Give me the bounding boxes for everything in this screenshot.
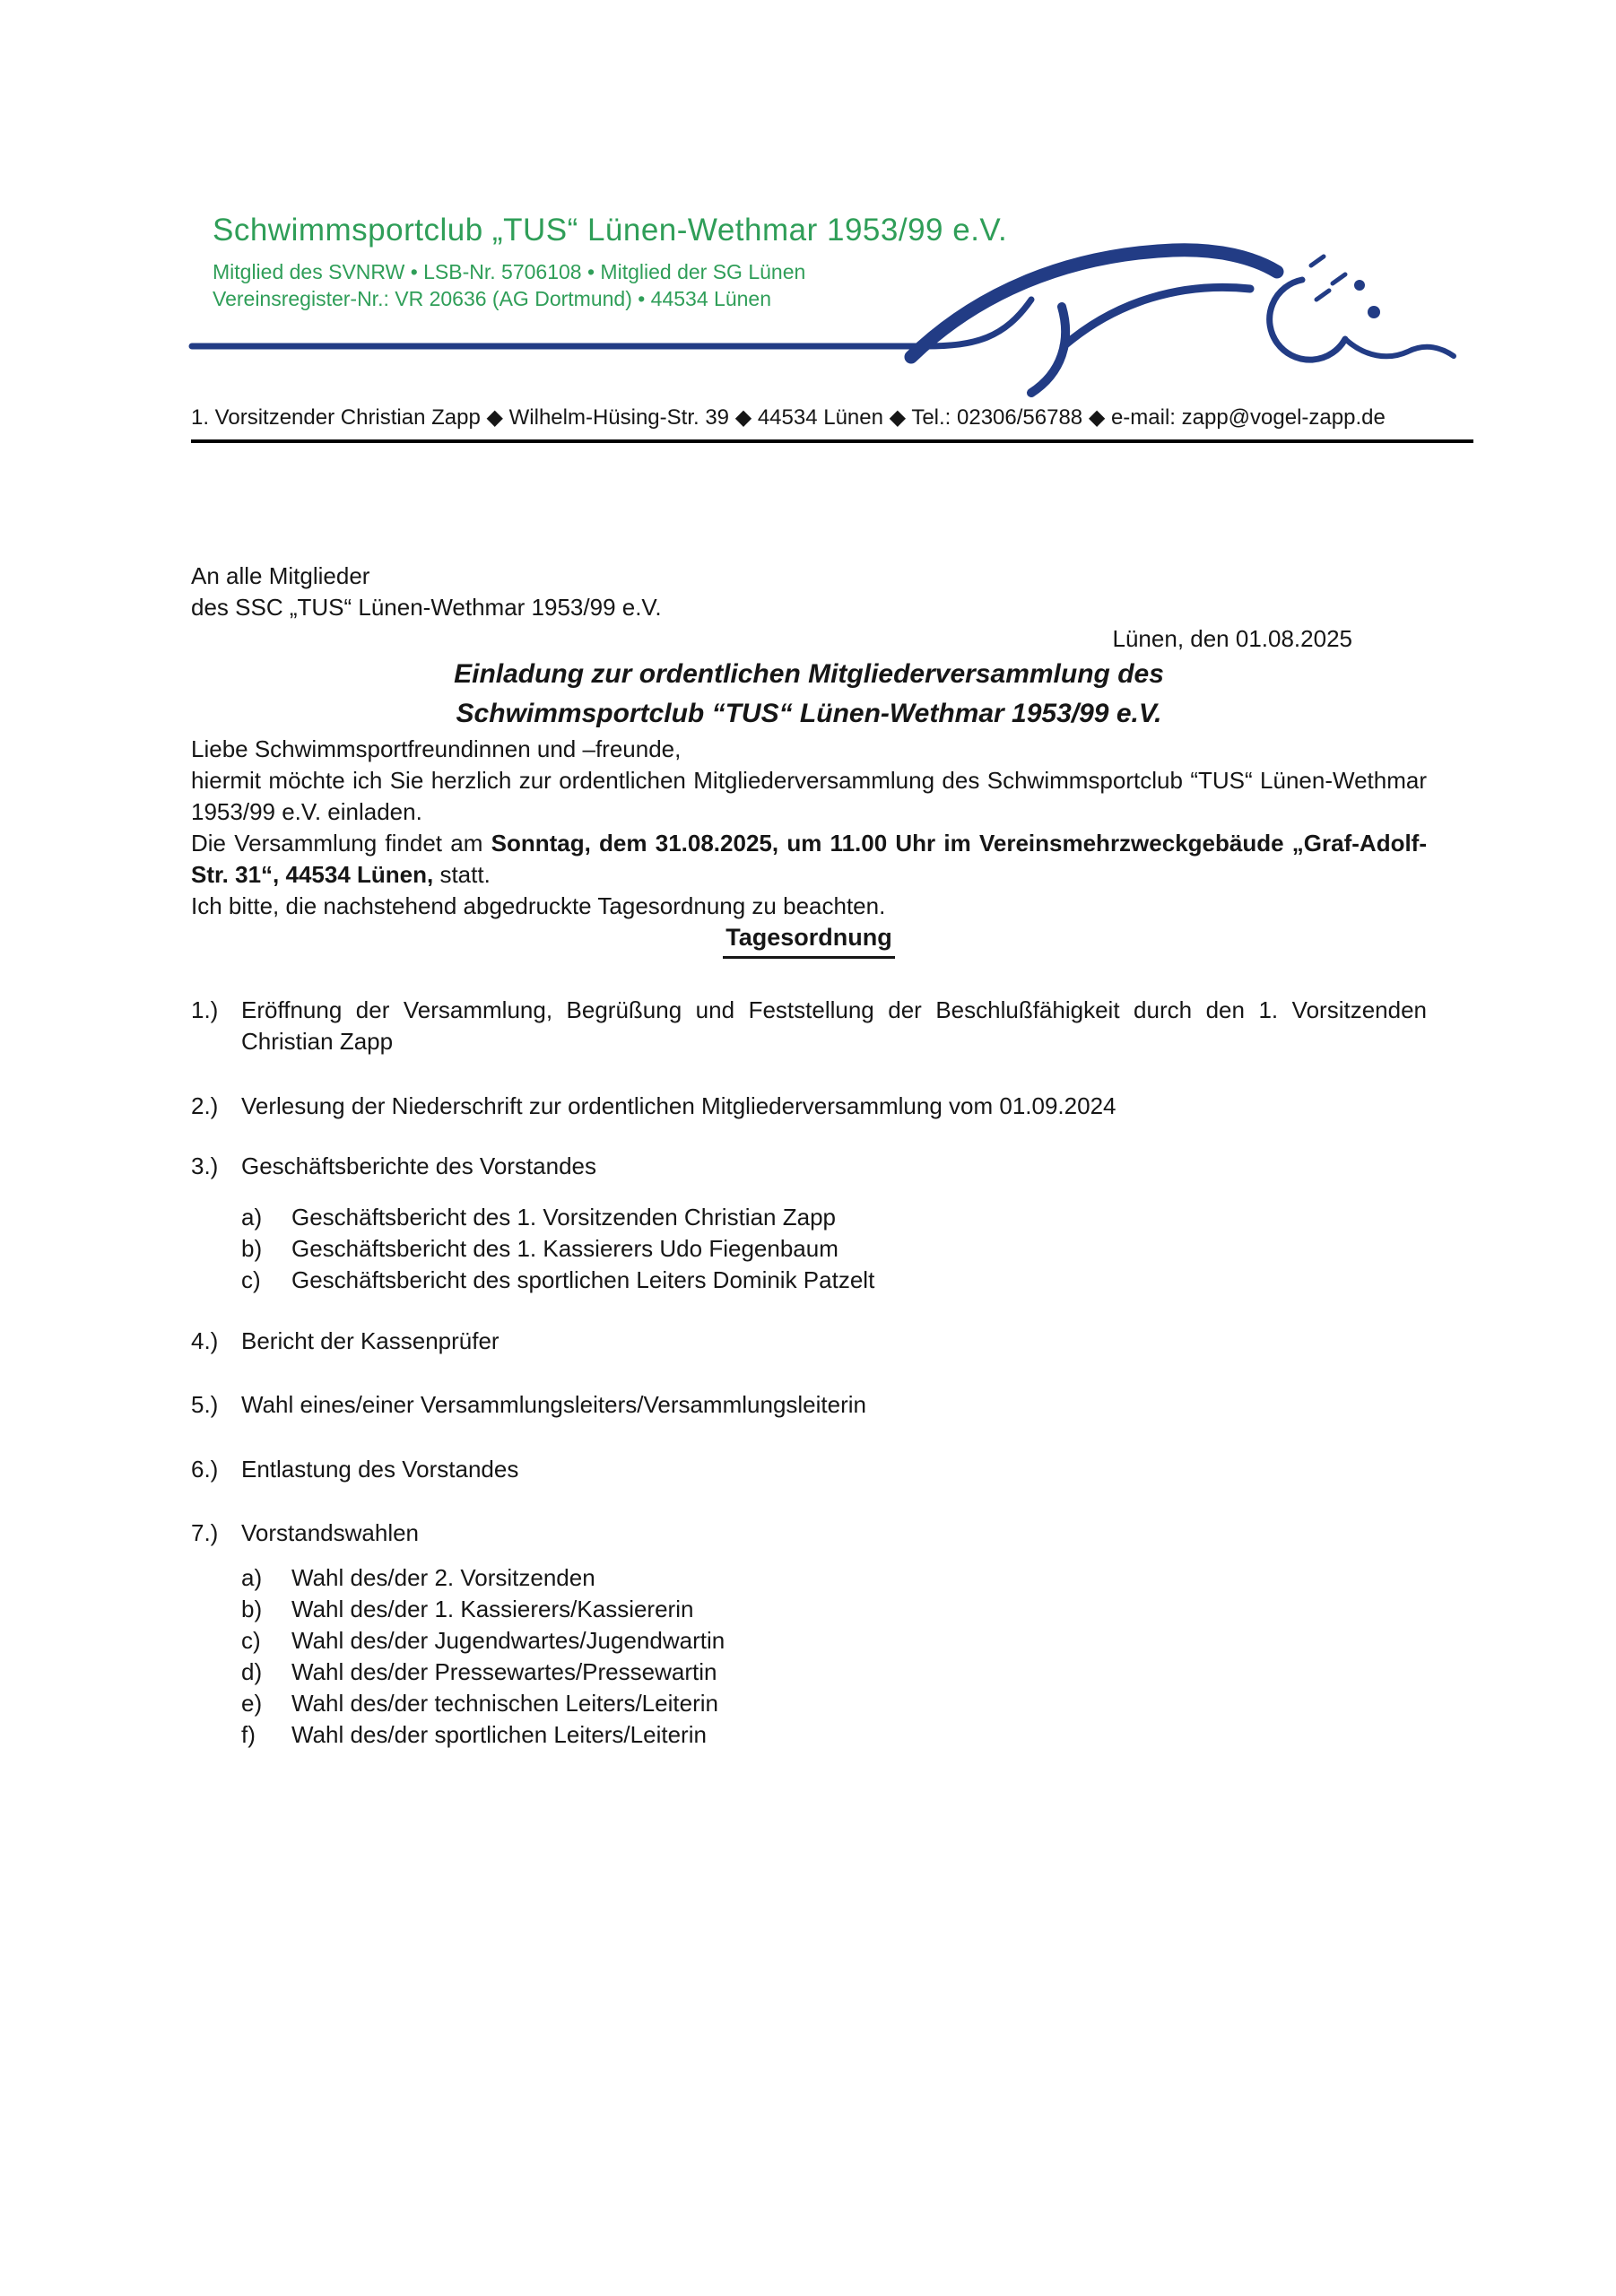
agenda-item-1-number: 1.) bbox=[191, 996, 219, 1023]
meeting-lead: Die Versammlung findet am bbox=[191, 830, 491, 857]
agenda-item-4 bbox=[191, 1326, 1427, 1357]
agenda-item-3-text: Geschäftsberichte des Vorstandes bbox=[241, 1152, 597, 1179]
agenda-subitem-3c: c) Geschäftsbericht des sportlichen Leiters Dominik Patzelt bbox=[241, 1266, 875, 1293]
agenda-subitem-7a: a) Wahl des/der 2. Vorsitzenden bbox=[241, 1564, 595, 1591]
paragraph-note: Ich bitte, die nachstehend abgedruckte Tagesordnung zu beachten. bbox=[191, 892, 886, 919]
agenda-item-7-number: 7.) bbox=[191, 1519, 219, 1546]
meeting-tail: statt. bbox=[433, 861, 491, 888]
recipient-line-1: An alle Mitglieder bbox=[191, 562, 370, 589]
agenda-subitem-3a: a) Geschäftsbericht des 1. Vorsitzenden Christian Zapp bbox=[241, 1204, 836, 1231]
agenda-item-6-text: Entlastung des Vorstandes bbox=[241, 1456, 519, 1483]
recipient-line-2: des SSC „TUS“ Lünen-Wethmar 1953/99 e.V. bbox=[191, 594, 662, 621]
agenda-item-5-number: 5.) bbox=[191, 1391, 219, 1418]
agenda-item-4-text: Bericht der Kassenprüfer bbox=[241, 1327, 500, 1354]
club-name: Schwimmsportclub „TUS“ Lünen-Wethmar 1953/99 e.V. bbox=[213, 213, 1008, 248]
agenda-item-4-number: 4.) bbox=[191, 1327, 219, 1354]
agenda-item-7 bbox=[191, 1518, 1427, 1549]
agenda-subitem-7d: d) Wahl des/der Pressewartes/Pressewartin bbox=[241, 1658, 717, 1685]
document-title bbox=[191, 655, 1427, 734]
agenda-item-3 bbox=[191, 1151, 1427, 1182]
membership-line: Mitglied des SVNRW • LSB-Nr. 5706108 • Mitglied der SG Lünen bbox=[213, 260, 806, 283]
agenda-item-7-text: Vorstandswahlen bbox=[241, 1519, 420, 1546]
document-title-line-1: Einladung zur ordentlichen Mitgliederversammlung des bbox=[454, 659, 1164, 689]
agenda-item-3-sublist bbox=[191, 1202, 1427, 1296]
meeting-emphasis: Sonntag, dem 31.08.2025, um 11.00 Uhr im Vereinsmehrzweckgebäude „Graf-Adolf-Str. 31“, 44534 Lünen, bbox=[191, 830, 1427, 888]
agenda-subitem-3b: b) Geschäftsbericht des 1. Kassierers Udo Fiegenbaum bbox=[241, 1235, 838, 1262]
agenda-item-1-text: Eröffnung der Versammlung, Begrüßung und Feststellung der Beschlußfähigkeit durch den 1. Vorsitzenden Christian Zapp bbox=[241, 996, 1427, 1055]
salutation: Liebe Schwimmsportfreundinnen und –freunde, bbox=[191, 735, 682, 762]
document-title-line-2: Schwimmsportclub “TUS“ Lünen-Wethmar 1953/99 e.V. bbox=[456, 699, 1162, 728]
agenda-item-7-sublist bbox=[191, 1562, 1427, 1751]
agenda-subitem-7c: c) Wahl des/der Jugendwartes/Jugendwartin bbox=[241, 1627, 725, 1654]
paragraph-invitation: hiermit möchte ich Sie herzlich zur ordentlichen Mitgliederversammlung des Schwimmsportclub “TUS“ Lünen-Wethmar 1953/99 e.V. einladen. bbox=[191, 767, 1427, 825]
agenda-subitem-7e: e) Wahl des/der technischen Leiters/Leiterin bbox=[241, 1690, 718, 1717]
agenda-subitem-7f: f) Wahl des/der sportlichen Leiters/Leiterin bbox=[241, 1721, 707, 1748]
paragraph-meeting bbox=[191, 828, 1427, 891]
agenda-item-6 bbox=[191, 1454, 1427, 1485]
agenda-heading: Tagesordnung bbox=[191, 922, 1427, 959]
letter-body bbox=[191, 0, 1427, 1751]
agenda-item-2 bbox=[191, 1091, 1427, 1122]
agenda-item-5-text: Wahl eines/einer Versammlungsleiters/Versammlungsleiterin bbox=[241, 1391, 866, 1418]
agenda-item-6-number: 6.) bbox=[191, 1456, 219, 1483]
agenda-item-1 bbox=[191, 995, 1427, 1057]
contact-line: 1. Vorsitzender Christian Zapp ◆ Wilhelm-Hüsing-Str. 39 ◆ 44534 Lünen ◆ Tel.: 02306/56788 ◆ e-mail: zapp@vogel-zapp.de bbox=[191, 404, 1473, 443]
agenda-item-2-text: Verlesung der Niederschrift zur ordentlichen Mitgliederversammlung vom 01.09.2024 bbox=[241, 1092, 1116, 1119]
register-line: Vereinsregister-Nr.: VR 20636 (AG Dortmund) • 44534 Lünen bbox=[213, 287, 771, 310]
agenda-item-2-number: 2.) bbox=[191, 1092, 219, 1119]
agenda-list bbox=[191, 995, 1427, 1751]
agenda-item-3-number: 3.) bbox=[191, 1152, 219, 1179]
dateline: Lünen, den 01.08.2025 bbox=[1112, 625, 1352, 652]
agenda-item-5 bbox=[191, 1389, 1427, 1421]
agenda-subitem-7b: b) Wahl des/der 1. Kassierers/Kassiererin bbox=[241, 1596, 694, 1622]
